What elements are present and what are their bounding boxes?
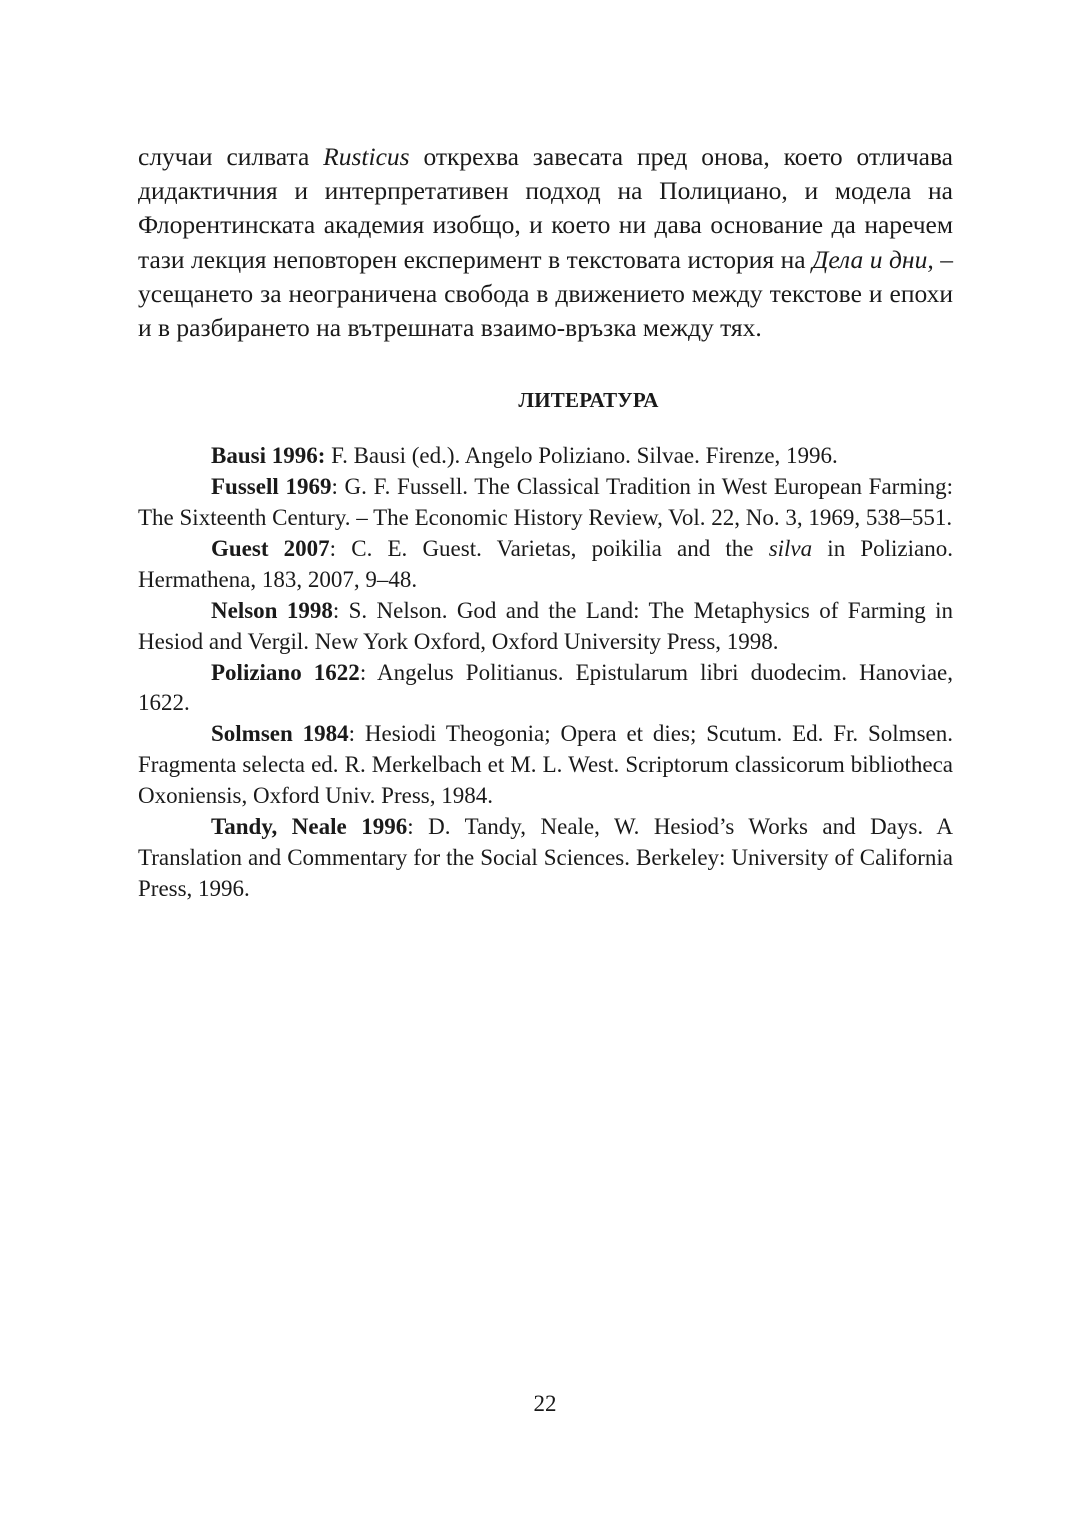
bibliography-key: Bausi 1996:: [211, 443, 326, 469]
bibliography-key: Solmsen 1984: [211, 721, 349, 747]
paragraph-text: случаи силвата: [138, 142, 324, 171]
bibliography-key: Nelson 1998: [211, 597, 333, 623]
bibliography-italic-term: silva: [768, 535, 813, 561]
bibliography-entry: [138, 596, 953, 658]
bibliography-key: Tandy, Neale 1996: [211, 814, 408, 840]
bibliography-text: : G. F. Fussell. The Classical Tradition in West European Farming: The Sixteenth Century. – The Economic History Review, Vol. 22, No. 3, 1969, 538–551.: [138, 474, 953, 531]
bibliography-key: Guest 2007: [211, 535, 330, 561]
page-content: [138, 140, 953, 905]
bibliography-entry: [138, 534, 953, 596]
page-number: 22: [533, 1391, 557, 1416]
bibliography-text: F. Bausi (ed.). Angelo Poliziano. Silvae. Firenze, 1996.: [325, 443, 838, 469]
bibliography-key: Poliziano 1622: [211, 659, 360, 685]
bibliography-entry: [138, 812, 953, 905]
bibliography-entry: [138, 658, 953, 720]
paragraph-text: – усещането за неограничена свобода в движението между текстове и епохи и в разбирането на вътрешната взаимо-връзка между тях.: [138, 244, 953, 343]
bibliography-text: : Angelus Politianus. Epistularum libri duodecim. Hanoviae, 1622.: [138, 659, 953, 716]
bibliography-text: : D. Tandy, Neale, W. Hesiod’s Works and Days. A Translation and Commentary for the Social Sciences. Berkeley: University of California Press, 1996.: [138, 814, 953, 901]
bibliography-key: Fussell 1969: [211, 474, 332, 500]
bibliography-entry: [138, 441, 953, 472]
bibliography-text: in Poliziano. Hermathena, 183, 2007, 9–48.: [138, 535, 953, 592]
paragraph-text: открехва завесата пред онова, което отличава дидактичния и интерпретативен подход на Полициано, и модела на Флорентинската академия изобщо, и което ни дава основание да наречем тази лекция неповторен експеримент в текстовата история на: [138, 142, 953, 274]
bibliography-list: [138, 441, 953, 905]
section-heading: ЛИТЕРАТУРА: [518, 388, 659, 413]
bibliography-text: : C. E. Guest. Varietas, poikilia and the: [329, 535, 769, 561]
paragraph-italic-title: Rusticus: [323, 142, 410, 171]
bibliography-entry: [138, 472, 953, 534]
paragraph-italic-title: Дела и дни,: [812, 244, 934, 274]
bibliography-entry: [138, 719, 953, 812]
bibliography-text: : Hesiodi Theogonia; Opera et dies; Scutum. Ed. Fr. Solmsen. Fragmenta selecta ed. R. Merkelbach et M. L. West. Scriptorum classicorum bibliotheca Oxoniensis, Oxford Univ. Press, 1984.: [138, 721, 953, 809]
bibliography-text: : S. Nelson. God and the Land: The Metaphysics of Farming in Hesiod and Vergil. New York Oxford, Oxford University Press, 1998.: [138, 597, 954, 654]
body-paragraph: [138, 140, 953, 345]
